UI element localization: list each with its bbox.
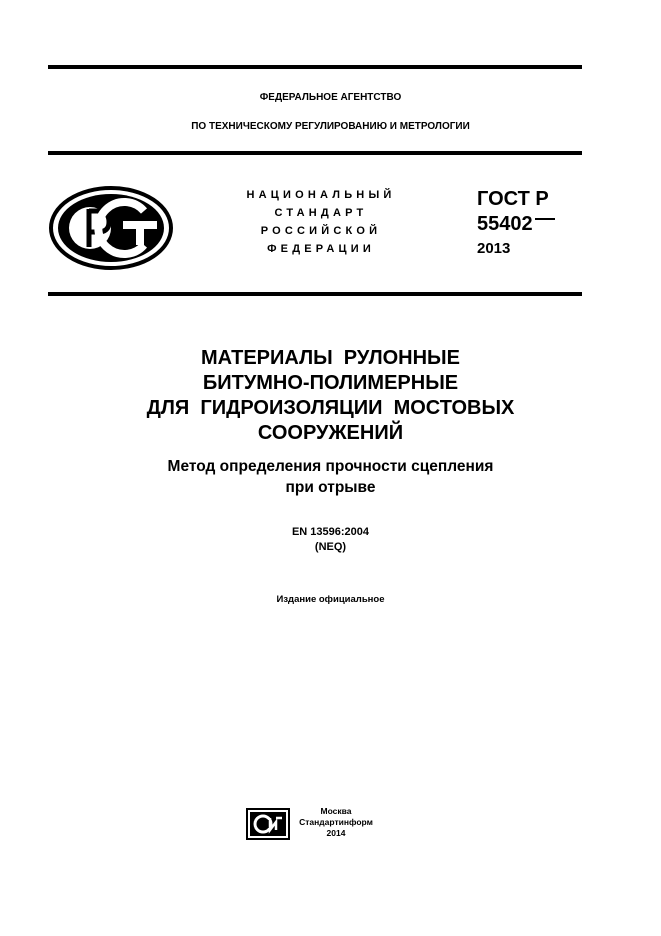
gost-number-line bbox=[477, 212, 555, 237]
gost-year: 2013 bbox=[477, 240, 511, 257]
reference-code: EN 13596:2004 bbox=[291, 526, 370, 538]
title-line-3: ДЛЯ ГИДРОИЗОЛЯЦИИ МОСТОВЫХ bbox=[146, 397, 515, 419]
national-line-3: РОССИЙСКОЙ bbox=[260, 225, 382, 237]
national-standard-label bbox=[226, 186, 416, 258]
agency-line-1: ФЕДЕРАЛЬНОЕ АГЕНТСТВО bbox=[259, 92, 402, 103]
publisher-name: Стандартинформ bbox=[299, 817, 373, 827]
title-line-4: СООРУЖЕНИЙ bbox=[257, 422, 404, 444]
agency-line-2: ПО ТЕХНИЧЕСКОМУ РЕГУЛИРОВАНИЮ И МЕТРОЛОГИИ bbox=[191, 121, 470, 132]
middle-rule bbox=[48, 151, 582, 155]
title-line-2: БИТУМНО-ПОЛИМЕРНЫЕ bbox=[202, 372, 459, 394]
title-line-1: МАТЕРИАЛЫ РУЛОННЫЕ bbox=[201, 347, 460, 369]
national-line-2: СТАНДАРТ bbox=[274, 207, 368, 219]
rst-logo-icon bbox=[48, 186, 174, 275]
standartinform-logo-icon bbox=[246, 808, 290, 845]
publisher-city: Москва bbox=[320, 806, 352, 816]
national-line-1: НАЦИОНАЛЬНЫЙ bbox=[246, 189, 396, 201]
bottom-rule bbox=[48, 292, 582, 296]
reference-equivalence: (NEQ) bbox=[314, 541, 347, 553]
publisher-info bbox=[296, 806, 376, 839]
gost-number: 55402 bbox=[477, 213, 533, 235]
document-title bbox=[0, 346, 661, 446]
gost-prefix: ГОСТ Р bbox=[477, 188, 549, 210]
subtitle-line-1: Метод определения прочности сцепления bbox=[167, 458, 494, 475]
document-subtitle bbox=[0, 456, 661, 498]
national-line-4: ФЕДЕРАЦИИ bbox=[267, 243, 375, 255]
gost-dash bbox=[535, 218, 555, 220]
gost-designation bbox=[477, 187, 555, 260]
top-rule bbox=[48, 65, 582, 69]
reference-standard bbox=[0, 525, 661, 555]
publisher-year: 2014 bbox=[326, 828, 346, 838]
subtitle-line-2: при отрыве bbox=[285, 479, 376, 496]
edition-label: Издание официальное bbox=[276, 594, 385, 605]
